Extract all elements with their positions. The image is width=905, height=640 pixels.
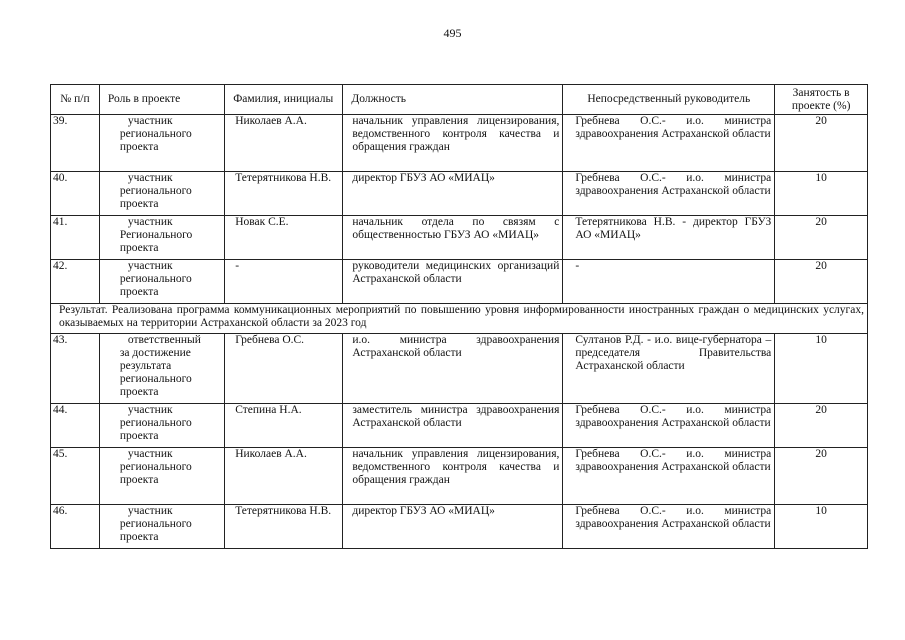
- row-load: 10: [775, 172, 868, 216]
- row-load: 20: [775, 448, 868, 505]
- row-role-rest: регионального проекта: [119, 128, 192, 153]
- row-supervisor: Гребнева О.С.- и.о. министра здравоохранения Астраханской области: [563, 404, 775, 448]
- header-load: Занятость в проекте (%): [775, 85, 868, 115]
- row-position: начальник управления лицензирования, ведомственного контроля качества и обращения граждан: [343, 448, 563, 505]
- table-row: [51, 448, 868, 505]
- row-role-first: участник: [127, 505, 173, 517]
- row-supervisor: Султанов Р.Д. - и.о. вице-губернатора – председателя Правительства Астраханской области: [563, 334, 775, 404]
- row-role-first: ответственный: [127, 334, 201, 346]
- row-role: [99, 260, 224, 304]
- row-position: директор ГБУЗ АО «МИАЦ»: [343, 505, 563, 549]
- row-role: [99, 334, 224, 404]
- row-supervisor: Гребнева О.С.- и.о. министра здравоохранения Астраханской области: [563, 172, 775, 216]
- row-num: 39.: [51, 115, 100, 172]
- result-text: Результат. Реализована программа коммуникационных мероприятий по повышению уровня информированности иностранных граждан о медицинских услугах, оказываемых на территории Астраханской области за 2023 год: [51, 304, 868, 334]
- row-role-rest: регионального проекта: [119, 461, 192, 486]
- row-position: начальник управления лицензирования, ведомственного контроля качества и обращения граждан: [343, 115, 563, 172]
- table-row: [51, 260, 868, 304]
- header-num: № п/п: [51, 85, 100, 115]
- row-name: Николаев А.А.: [225, 115, 343, 172]
- row-supervisor: -: [563, 260, 775, 304]
- row-load: 10: [775, 334, 868, 404]
- row-num: 44.: [51, 404, 100, 448]
- row-role-rest: Регионального проекта: [119, 229, 193, 254]
- row-num: 40.: [51, 172, 100, 216]
- row-load: 20: [775, 404, 868, 448]
- row-role: [99, 115, 224, 172]
- row-name: -: [225, 260, 343, 304]
- row-role: [99, 172, 224, 216]
- row-num: 45.: [51, 448, 100, 505]
- row-name: Гребнева О.С.: [225, 334, 343, 404]
- row-role-first: участник: [127, 448, 173, 460]
- row-load: 20: [775, 260, 868, 304]
- table-row: [51, 115, 868, 172]
- row-role-first: участник: [127, 216, 173, 228]
- row-num: 41.: [51, 216, 100, 260]
- row-role-rest: регионального проекта: [119, 518, 192, 543]
- row-name: Николаев А.А.: [225, 448, 343, 505]
- row-role-first: участник: [127, 115, 173, 127]
- row-position: директор ГБУЗ АО «МИАЦ»: [343, 172, 563, 216]
- row-role: [99, 448, 224, 505]
- row-num: 46.: [51, 505, 100, 549]
- row-role: [99, 404, 224, 448]
- row-supervisor: Гребнева О.С.- и.о. министра здравоохранения Астраханской области: [563, 448, 775, 505]
- row-role-first: участник: [127, 260, 173, 272]
- result-row: [51, 304, 868, 334]
- row-role-rest: регионального проекта: [119, 417, 192, 442]
- header-role: Роль в проекте: [99, 85, 224, 115]
- row-supervisor: Гребнева О.С.- и.о. министра здравоохранения Астраханской области: [563, 505, 775, 549]
- project-team-table: [50, 84, 868, 549]
- page-number: 495: [443, 26, 462, 40]
- row-num: 43.: [51, 334, 100, 404]
- table-row: [51, 334, 868, 404]
- row-name: Тетерятникова Н.В.: [225, 172, 343, 216]
- row-name: Тетерятникова Н.В.: [225, 505, 343, 549]
- row-role-rest: регионального проекта: [119, 273, 192, 298]
- table-header-row: [51, 85, 868, 115]
- row-role-first: участник: [127, 404, 173, 416]
- table-row: [51, 216, 868, 260]
- row-role-first: участник: [127, 172, 173, 184]
- row-position: и.о. министра здравоохранения Астраханской области: [343, 334, 563, 404]
- header-name: Фамилия, инициалы: [225, 85, 343, 115]
- row-load: 10: [775, 505, 868, 549]
- row-load: 20: [775, 115, 868, 172]
- table-row: [51, 404, 868, 448]
- row-position: начальник отдела по связям с общественностью ГБУЗ АО «МИАЦ»: [343, 216, 563, 260]
- row-name: Степина Н.А.: [225, 404, 343, 448]
- row-name: Новак С.Е.: [225, 216, 343, 260]
- row-role: [99, 216, 224, 260]
- table-row: [51, 505, 868, 549]
- row-role-rest: регионального проекта: [119, 185, 192, 210]
- row-supervisor: Гребнева О.С.- и.о. министра здравоохранения Астраханской области: [563, 115, 775, 172]
- row-position: руководители медицинских организаций Астраханской области: [343, 260, 563, 304]
- table-row: [51, 172, 868, 216]
- header-supervisor: Непосредственный руководитель: [563, 85, 775, 115]
- header-position: Должность: [343, 85, 563, 115]
- row-role: [99, 505, 224, 549]
- row-position: заместитель министра здравоохранения Астраханской области: [343, 404, 563, 448]
- row-num: 42.: [51, 260, 100, 304]
- row-load: 20: [775, 216, 868, 260]
- row-supervisor: Тетерятникова Н.В. - директор ГБУЗ АО «МИАЦ»: [563, 216, 775, 260]
- row-role-rest: за достижение результата регионального проекта: [119, 347, 192, 398]
